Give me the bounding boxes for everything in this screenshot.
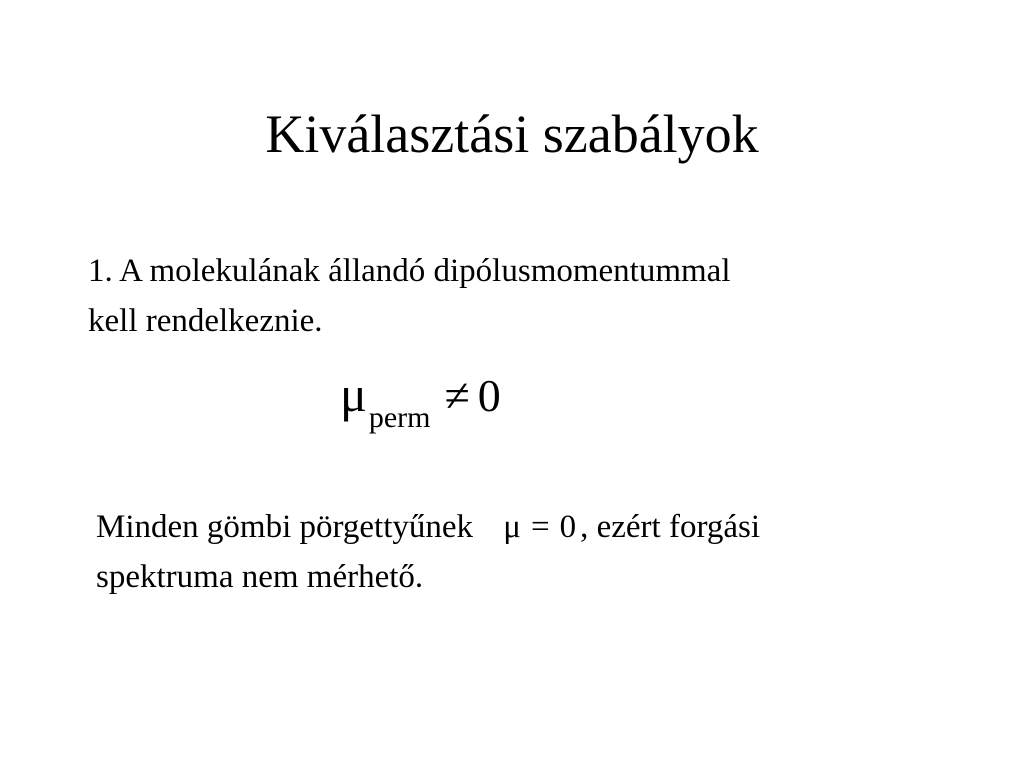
inline-zero-value: 0 (559, 509, 577, 545)
rule-1-line-2: kell rendelkeznie. (88, 303, 323, 339)
zero-value: 0 (477, 370, 501, 421)
note-line-1 (96, 502, 760, 552)
rule-1-text (88, 246, 731, 346)
inline-mu-symbol: μ (503, 509, 521, 545)
spherical-top-note (96, 502, 760, 602)
note-text-after: , ezért forgási (580, 509, 760, 545)
not-equal-sign: ≠ (444, 370, 470, 421)
rule-1-line-1: 1. A molekulának állandó dipólusmomentummal (88, 253, 731, 289)
note-text-before: Minden gömbi pörgettyűnek (96, 509, 474, 545)
permanent-dipole-formula (340, 366, 501, 434)
perm-subscript: perm (368, 401, 431, 434)
inline-mu-zero-formula (503, 502, 576, 552)
mu-symbol: μ (340, 366, 367, 422)
slide-title: Kiválasztási szabályok (265, 104, 759, 164)
note-line-2: spektruma nem mérhető. (96, 559, 424, 595)
equals-sign: = (530, 509, 550, 545)
